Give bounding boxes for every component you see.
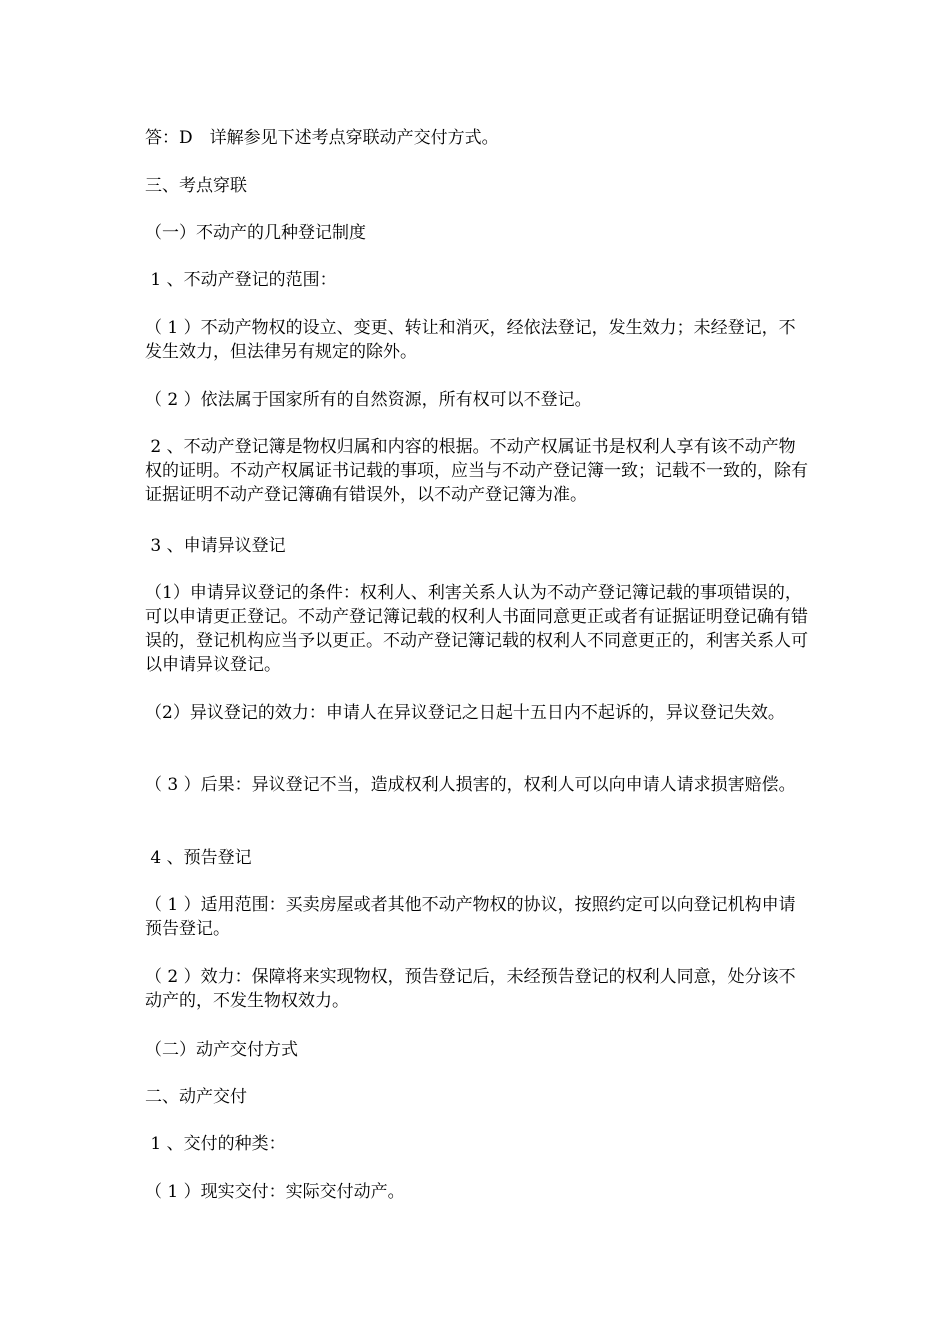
paragraph-objection-consequence: （ 3 ）后果：异议登记不当，造成权利人损害的，权利人可以向申请人请求损害赔偿。	[145, 775, 796, 795]
paragraph-advance-effect: （ 2 ）效力：保障将来实现物权，预告登记后，未经预告登记的权利人同意，处分该不动产的，不发生物权效力。	[145, 967, 796, 1011]
item-heading-delivery-types: 1 、交付的种类：	[145, 1134, 286, 1154]
subsection-heading-2: （二）动产交付方式	[145, 1040, 298, 1060]
section-heading-2: 二、动产交付	[145, 1087, 247, 1107]
paragraph-registry-book: 2 、不动产登记簿是物权归属和内容的根据。不动产权属证书是权利人享有该不动产物权的证明。不动产权属证书记载的事项，应当与不动产登记簿一致；记载不一致的，除有证据证明不动产登记簿确有错误外，以不动产登记簿为准。	[145, 437, 808, 505]
answer-line: 答：D 详解参见下述考点穿联动产交付方式。	[145, 128, 499, 148]
paragraph-actual-delivery: （ 1 ）现实交付：实际交付动产。	[145, 1182, 405, 1202]
item-heading-4: 4 、预告登记	[145, 848, 252, 868]
paragraph-natural-resources: （ 2 ）依法属于国家所有的自然资源，所有权可以不登记。	[145, 390, 592, 410]
paragraph-registration-effect: （ 1 ）不动产物权的设立、变更、转让和消灭，经依法登记，发生效力；未经登记，不发生效力，但法律另有规定的除外。	[145, 318, 796, 362]
paragraph-advance-scope: （ 1 ）适用范围：买卖房屋或者其他不动产物权的协议，按照约定可以向登记机构申请预告登记。	[145, 895, 796, 939]
item-heading-1: 1 、不动产登记的范围：	[145, 270, 337, 290]
item-heading-3: 3 、申请异议登记	[145, 536, 286, 556]
paragraph-objection-effect: （2）异议登记的效力：申请人在异议登记之日起十五日内不起诉的，异议登记失效。	[145, 703, 785, 723]
paragraph-objection-conditions: （1）申请异议登记的条件：权利人、利害关系人认为不动产登记簿记载的事项错误的，可以申请更正登记。不动产登记簿记载的权利人书面同意更正或者有证据证明登记确有错误的，登记机构应当予以更正。不动产登记簿记载的权利人不同意更正的，利害关系人可以申请异议登记。	[145, 583, 808, 675]
subsection-heading-1: （一）不动产的几种登记制度	[145, 223, 366, 243]
section-heading-3: 三、考点穿联	[145, 176, 247, 196]
